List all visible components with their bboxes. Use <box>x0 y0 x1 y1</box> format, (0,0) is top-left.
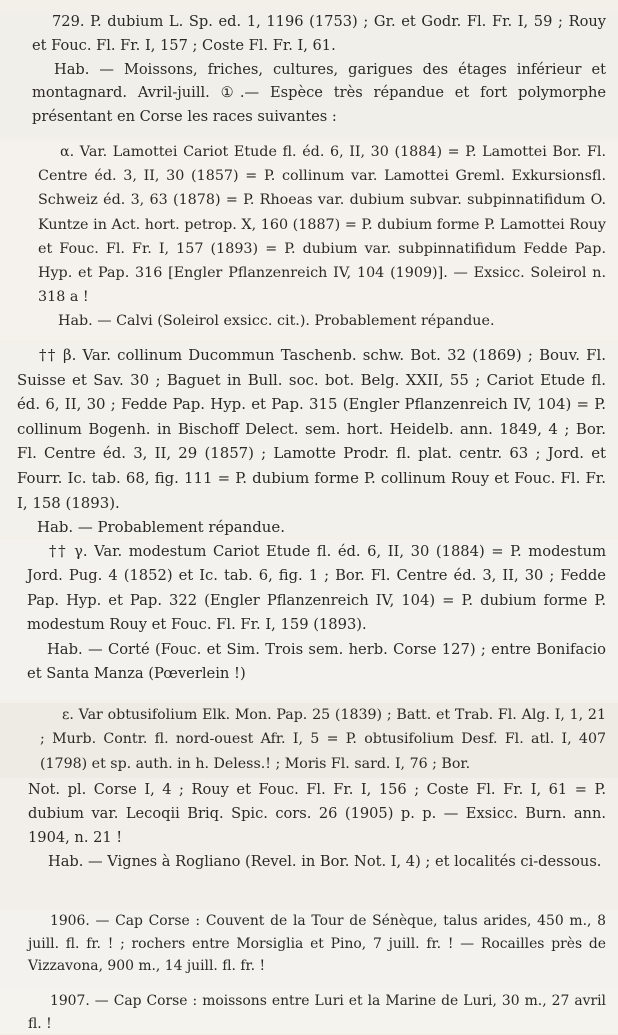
observation-1907-text: 1907. — Cap Corse : moissons entre Luri et la Marine de Luri, 30 m., 27 avril fl. ! <box>28 993 606 1032</box>
variety-obtusifolium-synonymy-b: Not. pl. Corse I, 4 ; Rouy et Fouc. Fl. Fr. I, 156 ; Coste Fl. Fr. I, 61 = P. dubium var. Lecoqii Briq. Spic. cors. 26 (1905) p. p. — Exsicc. Burn. ann. 1904, n. 21 ! <box>28 781 606 846</box>
variety-modestum <box>0 540 618 700</box>
variety-collinum-synonymy: †† β. Var. collinum Ducommun Taschenb. schw. Bot. 32 (1869) ; Bouv. Fl. Suisse et Sav. 30 ; Baguet in Bull. soc. bot. Belg. XXII, 55 ; Cariot Etude fl. éd. 6, II, 30 ; Fedde Pap. Hyp. et Pap. 315 (Engler Pflanzenreich IV, 104) = P. collinum Bogenh. in Bischoff Delect. sem. hort. Heidelb. ann. 1849, 4 ; Bor. Fl. Centre éd. 3, II, 29 (1857) ; Lamotte Prodr. fl. plat. centr. 63 ; Jord. et Fourr. Ic. tab. 68, fig. 111 = P. dubium forme P. collinum Rouy et Fouc. Fl. Fr. I, 158 (1893). <box>17 346 606 512</box>
variety-lamottei <box>0 140 618 340</box>
species-habitat: Hab. — Moissons, friches, cultures, garigues des étages inférieur et montagnard. Avril-juill. ①.— Espèce très répandue et fort polymorphe présentant en Corse les races suivantes : <box>32 60 606 126</box>
variety-modestum-synonymy: †† γ. Var. modestum Cariot Etude fl. éd. 6, II, 30 (1884) = P. modestum Jord. Pug. 4 (1852) et Ic. tab. 6, fig. 1 ; Bor. Fl. Centre éd. 3, II, 30 ; Fedde Pap. Hyp. et Pap. 322 (Engler Pflanzenreich IV, 104) = P. dubium forme P. modestum Rouy et Fouc. Fl. Fr. I, 159 (1893). <box>27 543 606 634</box>
species-citation: 729. P. dubium L. Sp. ed. 1, 1196 (1753) ; Gr. et Godr. Fl. Fr. I, 59 ; Rouy et Fouc. Fl. Fr. I, 157 ; Coste Fl. Fr. I, 61. <box>32 13 606 54</box>
observation-1906-text: 1906. — Cap Corse : Couvent de la Tour de Sénèque, talus arides, 450 m., 8 juill. fl. fr. ! ; rochers entre Morsiglia et Pino, 7 juill. fr. ! — Rocailles près de Vizzavona, 900 m., 14 juill. fl. fr. ! <box>28 913 606 975</box>
variety-obtusifolium-synonymy-a: ε. Var obtusifolium Elk. Mon. Pap. 25 (1839) ; Batt. et Trab. Fl. Alg. I, 1, 21 ; Murb. Contr. fl. nord-ouest Afr. I, 5 = P. obtusifolium Desf. Fl. atl. I, 407 (1798) et sp. auth. in h. Deless.! ; Moris Fl. sard. I, 76 ; Bor. <box>40 707 606 772</box>
observation-1906 <box>0 910 618 990</box>
variety-obtusifolium-habitat: Hab. — Vignes à Rogliano (Revel. in Bor. Not. I, 4) ; et localités ci-dessous. <box>48 853 602 870</box>
variety-lamottei-habitat: Hab. — Calvi (Soleirol exsicc. cit.). Probablement répandue. <box>58 313 495 330</box>
species-entry-dubium <box>0 10 618 138</box>
variety-lamottei-synonymy: α. Var. Lamottei Cariot Etude fl. éd. 6, II, 30 (1884) = P. Lamottei Bor. Fl. Centre éd. 3, II, 30 (1857) = P. collinum var. Lamottei Greml. Exkursionsfl. Schweiz éd. 3, 63 (1878) = P. Rhoeas var. dubium subvar. subpinnatifidum O. Kuntze in Act. hort. petrop. X, 160 (1887) = P. dubium forme P. Lamottei Rouy et Fouc. Fl. Fr. I, 157 (1893) = P. dubium var. subpinnatifidum Fedde Pap. Hyp. et Pap. 316 [Engler Pflanzenreich IV, 104 (1909)]. — Exsicc. Soleirol n. 318 a ! <box>38 144 606 306</box>
variety-collinum <box>0 343 618 538</box>
variety-modestum-habitat: Hab. — Corté (Fouc. et Sim. Trois sem. herb. Corse 127) ; entre Bonifacio et Santa Manza (Pœverlein !) <box>27 640 606 683</box>
variety-collinum-habitat: Hab. — Probablement répandue. <box>37 518 285 537</box>
variety-obtusifolium-part2 <box>0 778 618 908</box>
variety-obtusifolium-part1 <box>0 703 618 778</box>
observation-1907 <box>0 990 618 1033</box>
